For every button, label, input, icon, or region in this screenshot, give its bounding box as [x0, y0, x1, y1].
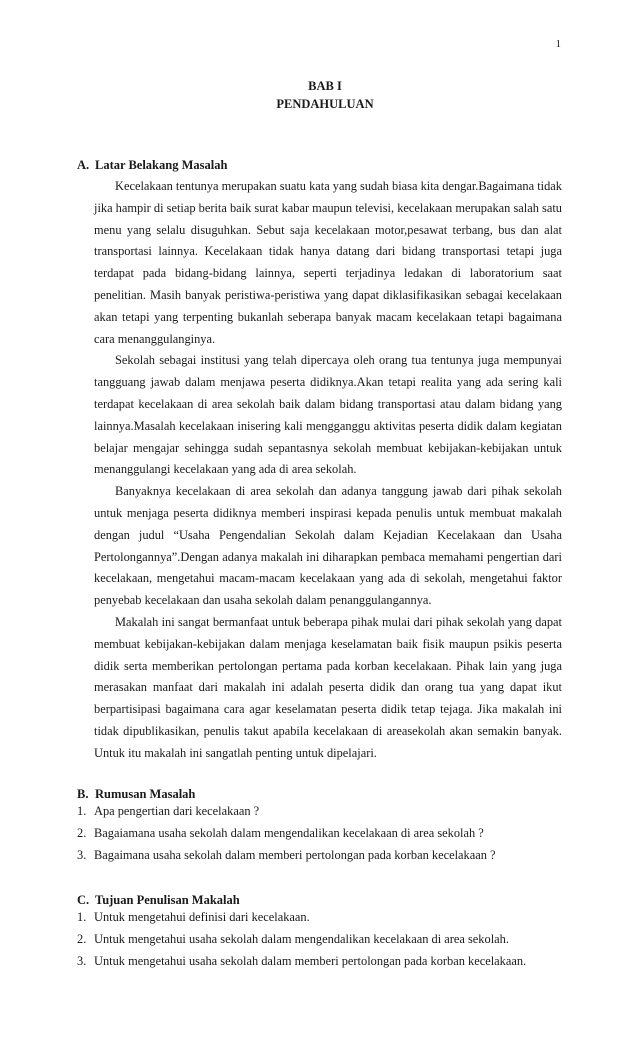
section-a-body	[94, 176, 562, 765]
paragraph: Kecelakaan tentunya merupakan suatu kata yang sudah biasa kita dengar.Bagaimana tidak jika hampir di setiap berita baik surat kabar maupun televisi, kecelakaan merupakan salah satu menu yang selalu disuguhkan. Sebut saja kecelakaan motor,pesawat terbang, bus dan alat transportasi lainnya. Kecelakaan tidak hanya datang dari bidang transportasi tetapi juga terdapat pada bidang-bidang lainnya, seperti terjadinya ledakan di laboratorium saat penelitian. Masih banyak peristiwa-peristiwa yang dapat diklasifikasikan sebagai kecelakaan akan tetapi yang terpenting bukanlah seberapa banyak macam kecelakaan tetapi bagaimana cara menanggulanginya.	[94, 179, 562, 346]
section-a-title: Latar Belakang Masalah	[95, 158, 228, 172]
list-number: 3.	[77, 847, 87, 862]
list-text: Bagaiamana usaha sekolah dalam mengendalikan kecelakaan di area sekolah ?	[94, 825, 484, 840]
section-c-letter: C.	[77, 893, 90, 907]
list-number: 2.	[77, 931, 87, 946]
section-c-list	[77, 907, 526, 972]
list-text: Untuk mengetahui usaha sekolah dalam mengendalikan kecelakaan di area sekolah.	[94, 931, 509, 946]
paragraph: Makalah ini sangat bermanfaat untuk beberapa pihak mulai dari pihak sekolah yang dapat membuat kebijakan-kebijakan dalam menjaga keselamatan baik fisik maupun psikis peserta didik serta memberikan pertolongan pertama pada korban kecelakaan. Pihak lain yang juga merasakan manfaat dari makalah ini adalah peserta didik dan orang tua yang dapat ikut berpartisipasi bagaimana cara agar keselamatan peserta didik tetap tejaga. Jika makalah ini tidak dipublikasikan, penulis takut apabila kecelakaan di areasekolah akan semakin banyak. Untuk itu makalah ini sangatlah penting untuk dipelajari.	[94, 614, 562, 760]
paragraph: Sekolah sebagai institusi yang telah dipercaya oleh orang tua tentunya juga mempunyai tangguang jawab dalam menjawa peserta didiknya.Akan tetapi realita yang ada sering kali terdapat kecelakaan di area sekolah baik dalam bidang transportasi atau dalam bidang yang lainnya.Masalah kecelakaan inisering kali mengganggu aktivitas peserta didik dalam kegiatan belajar mengajar sehingga sudah sepantasnya sekolah membuat kebijakan-kebijakan untuk menanggulangi kecelakaan yang ada di area sekolah.	[94, 353, 562, 477]
list-item	[77, 951, 526, 973]
list-text: Bagaimana usaha sekolah dalam memberi pertolongan pada korban kecelakaan ?	[94, 847, 496, 862]
list-number: 1.	[77, 804, 87, 818]
list-number: 2.	[77, 825, 87, 840]
paragraph: Banyaknya kecelakaan di area sekolah dan adanya tanggung jawab dari pihak sekolah untuk menjaga peserta didiknya memberi inspirasi kepada penulis untuk membuat makalah dengan judul “Usaha Pengendalian Sekolah dalam Kejadian Kecelakaan dan Usaha Pertolongannya”.Dengan adanya makalah ini diharapkan pembaca memahami pengertian dari kecelakaan, mengetahui macam-macam kecelakaan yang ada di sekolah, mengetahui faktor penyebab kecelakaan dan usaha sekolah dalam penanggulangannya.	[94, 484, 562, 608]
section-b-title: Rumusan Masalah	[95, 787, 196, 801]
list-number: 1.	[77, 910, 87, 924]
section-b-list	[77, 801, 496, 866]
list-text: Untuk mengetahui definisi dari kecelakaan.	[94, 910, 310, 924]
list-item	[77, 823, 496, 845]
list-number: 3.	[77, 953, 87, 968]
section-c-title: Tujuan Penulisan Makalah	[95, 893, 240, 907]
chapter-title: PENDAHULUAN	[276, 97, 374, 111]
section-a-letter: A.	[77, 158, 90, 172]
list-item	[77, 801, 496, 823]
list-item	[77, 929, 526, 951]
chapter-label: BAB I	[308, 79, 342, 93]
section-b-heading	[77, 787, 195, 802]
section-a-heading	[77, 158, 227, 173]
page-number: 1	[555, 38, 561, 50]
list-item	[77, 907, 526, 929]
list-text: Apa pengertian dari kecelakaan ?	[94, 804, 260, 818]
section-c-heading	[77, 893, 240, 908]
section-b-letter: B.	[77, 787, 89, 801]
list-item	[77, 845, 496, 867]
list-text: Untuk mengetahui usaha sekolah dalam memberi pertolongan pada korban kecelakaan.	[94, 953, 527, 968]
